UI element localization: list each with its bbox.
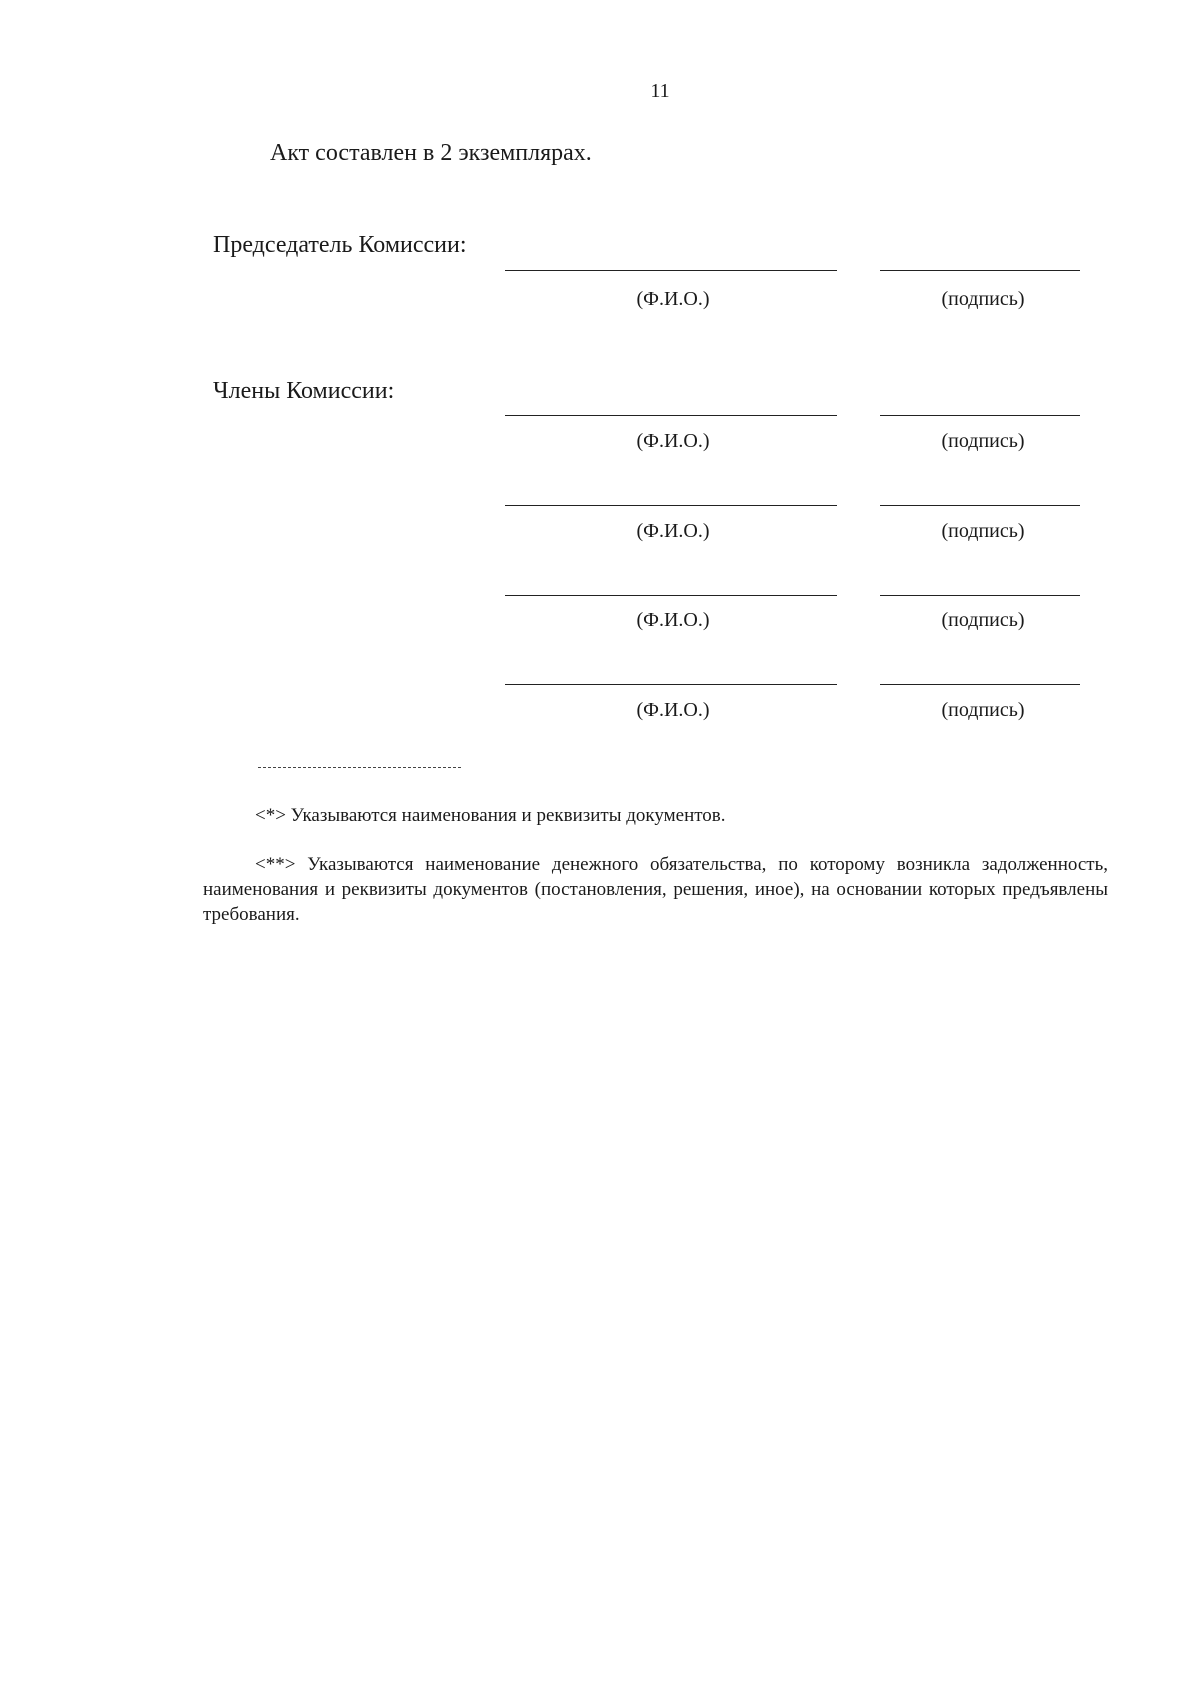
member-2-signature-line[interactable] <box>880 505 1080 506</box>
member-3-name-caption: (Ф.И.О.) <box>636 609 710 631</box>
member-2-name-line[interactable] <box>505 505 837 506</box>
member-4-name-caption: (Ф.И.О.) <box>636 699 710 721</box>
footnote-separator <box>258 767 461 768</box>
member-3-name-line[interactable] <box>505 595 837 596</box>
page-number: 11 <box>650 80 670 102</box>
member-4-signature-caption: (подпись) <box>941 699 1025 721</box>
footnote-2-text: <**> Указываются наименование денежного обязательства, по которому возникла задолженность, наименования и реквизиты документов (постановления, решения, иное), на основании которых предъявлены требования. <box>203 854 1108 925</box>
member-2-signature-caption: (подпись) <box>941 520 1025 542</box>
chairman-label: Председатель Комиссии: <box>213 232 467 258</box>
chairman-name-line[interactable] <box>505 270 837 271</box>
member-4-name-line[interactable] <box>505 684 837 685</box>
member-2-name-caption: (Ф.И.О.) <box>636 520 710 542</box>
intro-text: Акт составлен в 2 экземплярах. <box>270 140 592 166</box>
footnote-1-text: <*> Указываются наименования и реквизиты документов. <box>255 805 726 826</box>
member-1-signature-caption: (подпись) <box>941 430 1025 452</box>
member-3-signature-caption: (подпись) <box>941 609 1025 631</box>
footnote-2 <box>203 852 1108 927</box>
chairman-signature-caption: (подпись) <box>941 288 1025 310</box>
chairman-signature-line[interactable] <box>880 270 1080 271</box>
member-1-signature-line[interactable] <box>880 415 1080 416</box>
member-1-name-caption: (Ф.И.О.) <box>636 430 710 452</box>
member-1-name-line[interactable] <box>505 415 837 416</box>
member-4-signature-line[interactable] <box>880 684 1080 685</box>
chairman-name-caption: (Ф.И.О.) <box>636 288 710 310</box>
member-3-signature-line[interactable] <box>880 595 1080 596</box>
footnote-1 <box>203 803 1108 828</box>
members-label: Члены Комиссии: <box>213 378 395 404</box>
